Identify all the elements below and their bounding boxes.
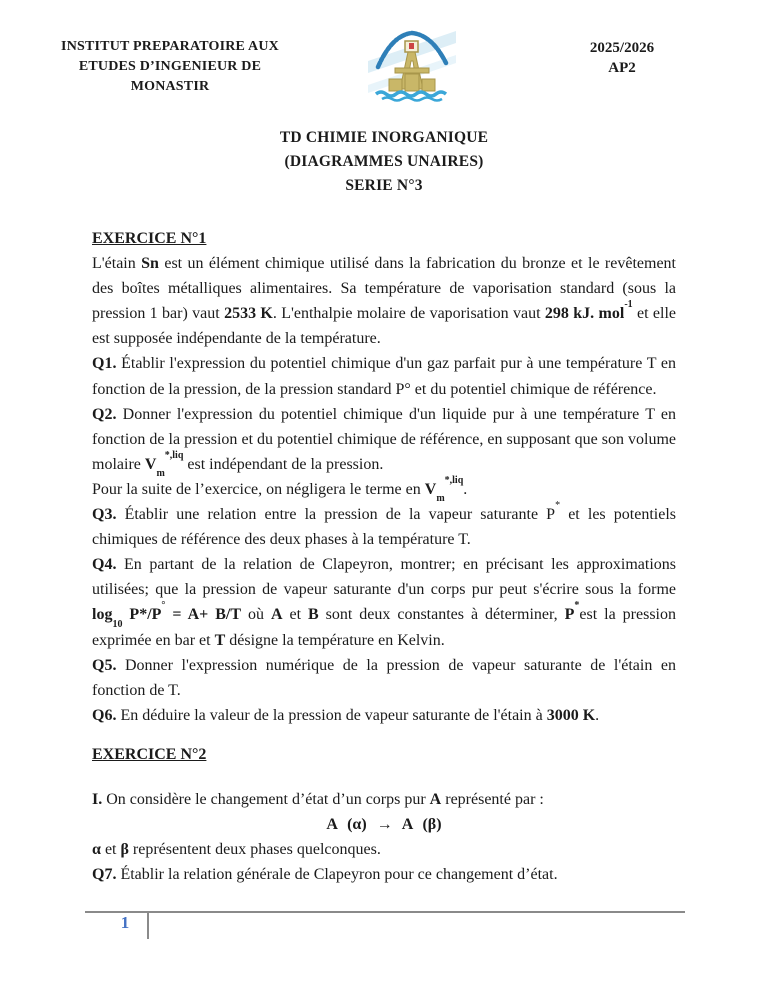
academic-year: 2025/2026 (589, 40, 655, 56)
institute-line-3: MONASTIR (130, 79, 210, 94)
logo-waves (376, 92, 446, 101)
text-run: est indépendant de la pression. (183, 455, 384, 473)
footer-horizontal-rule (85, 911, 685, 913)
text-run: A (270, 606, 283, 624)
exercise2-heading (92, 742, 676, 767)
exercise1-heading (92, 226, 676, 251)
exercise2-intro (92, 787, 676, 812)
text-run: désigne la température en Kelvin. (225, 631, 445, 649)
text-run: . (463, 480, 468, 498)
text-run: 2533 K (224, 305, 273, 323)
page-number: 1 (120, 913, 130, 932)
text-run: Établir l'expression du potentiel chimique d'un gaz parfait pur à une température T en fonction de la pression, de la pression standard P° et du potentiel chimique de référence. (92, 355, 676, 398)
text-run: 298 kJ. mol (544, 305, 625, 323)
alpha-beta-note (92, 837, 676, 862)
document-body (92, 226, 676, 887)
text-run: = A+ B/T (165, 606, 242, 624)
text-run: EXERCICE N°2 (92, 745, 207, 763)
exercise1-note (92, 474, 676, 505)
text-run: où (241, 606, 271, 624)
text-run: En déduire la valeur de la pression de vapeur saturante de l'étain à (116, 706, 547, 724)
text-run: Donner l'expression numérique de la pression de vapeur saturante de l'étain en fonction de T. (92, 656, 676, 699)
class-label: AP2 (608, 60, 636, 76)
text-run: I. (92, 790, 103, 808)
text-run: Q7. (92, 866, 117, 884)
text-run: -1 (624, 298, 633, 310)
text-run: et elle est supposée indépendante de la température. (92, 305, 677, 348)
text-run: P*/P (122, 606, 162, 624)
text-run: m (156, 468, 165, 480)
text-run: Q1. (92, 355, 117, 373)
text-run: α (92, 841, 101, 859)
text-run: L'étain (92, 255, 142, 273)
text-run: * (574, 600, 580, 612)
text-run: Q2. (92, 405, 117, 423)
text-run: Sn (141, 255, 159, 273)
text-run: B (308, 606, 319, 624)
question-3 (92, 499, 677, 552)
question-4 (92, 552, 676, 652)
phase-change-equation (92, 812, 676, 837)
text-run: . L'enthalpie molaire de vaporisation vaut (272, 305, 545, 323)
text-run: 10 (112, 618, 123, 630)
text-run: P (564, 606, 575, 624)
text-run: représenté par : (441, 790, 544, 808)
text-run: 3000 K (546, 706, 596, 724)
text-run: On considère le changement d’état d’un corps pur (102, 790, 430, 808)
title-line-2: (DIAGRAMMES UNAIRES) (284, 153, 484, 170)
text-run: EXERCICE N°1 (92, 230, 207, 247)
question-6 (92, 703, 676, 728)
text-run: est la pression exprimée en bar et (92, 606, 676, 649)
text-run: V (424, 480, 437, 498)
document-title (0, 126, 768, 198)
text-run: Q5. (92, 656, 117, 674)
exercise1-intro (92, 251, 676, 351)
text-run: *,liq (164, 449, 184, 461)
question-5 (92, 653, 676, 703)
text-run: ° (161, 600, 166, 612)
text-run: Q3. (92, 506, 117, 524)
text-run: V (144, 455, 157, 473)
text-run: . (595, 706, 600, 724)
institute-name (58, 37, 282, 97)
text-run: Pour la suite de l’exercice, on négligera le terme en (92, 480, 425, 498)
year-group-block (570, 38, 674, 78)
question-2 (92, 402, 676, 480)
text-run: et (100, 841, 121, 859)
text-run: Établir une relation entre la pression de la vapeur saturante P (116, 506, 556, 524)
text-run: représentent deux phases quelconques. (128, 841, 381, 859)
text-run: * (555, 499, 561, 511)
text-run: m (436, 493, 445, 505)
title-line-1: TD CHIMIE INORGANIQUE (279, 129, 489, 146)
text-run: est un élément chimique utilisé dans la fabrication du bronze et le revêtement des boîtes métalliques alimentaires. Sa température de vaporisation standard (sous la pression 1 bar) vaut (92, 255, 677, 323)
text-run: *,liq (444, 474, 464, 486)
text-run: log (92, 606, 113, 624)
text-run: Q4. (92, 556, 117, 574)
text-run: Q6. (92, 706, 117, 724)
text-run: β (120, 841, 129, 859)
question-7 (92, 862, 676, 887)
institute-logo (368, 27, 456, 103)
text-run: et (282, 606, 308, 624)
question-1 (92, 351, 676, 401)
institute-line-2: ETUDES D’INGENIEUR DE (78, 59, 262, 74)
text-run: A (429, 790, 442, 808)
footer-vertical-divider (147, 911, 149, 939)
text-run: A (α) → A (β) (326, 816, 442, 834)
text-run: Établir la relation générale de Clapeyron pour ce changement d’état. (116, 866, 558, 884)
text-run: En partant de la relation de Clapeyron, montrer; en précisant les approximations utilisées; que la pression de vapeur saturante d'un corps pur peut s'écrire sous la forme (92, 556, 676, 599)
text-run: T (214, 631, 226, 649)
text-run: sont deux constantes à déterminer, (318, 606, 565, 624)
institute-logo-graphic (368, 27, 456, 103)
text-run: Donner l'expression du potentiel chimique d'un liquide pur à une température T en fonction de la pression et du potentiel chimique de référence, en supposant que son volume molaire (92, 405, 676, 473)
text-run: et les potentiels chimiques de référence des deux phases à la température T. (92, 506, 677, 549)
title-line-3: SERIE N°3 (345, 177, 423, 194)
institute-line-1: INSTITUT PREPARATOIRE AUX (61, 39, 279, 54)
